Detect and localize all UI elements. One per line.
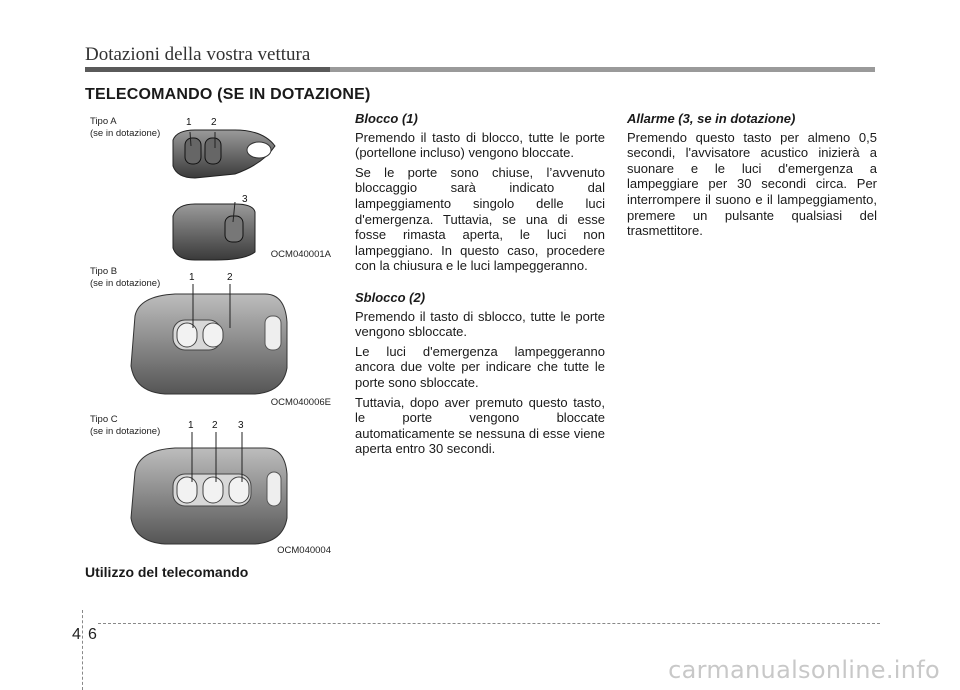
footer-line [98, 623, 880, 624]
sblocco-paragraph-2: Le luci d'emergenza lampeggeranno ancora due volte per indicare che tutte le porte sono sbloccate. [355, 343, 605, 390]
column-blocco-sblocco [355, 111, 605, 461]
fig-c-label-3: 3 [238, 420, 244, 431]
fig-a-tipo [90, 116, 160, 140]
footer-vertical-line [82, 610, 83, 690]
fig-c-note: (se in dotazione) [90, 426, 161, 437]
figure-tipo-c [85, 410, 333, 558]
fig-b-note: (se in dotazione) [90, 278, 161, 289]
page-chapter: 4 [72, 626, 81, 643]
section-title: TELECOMANDO (SE IN DOTAZIONE) [85, 86, 371, 103]
sblocco-heading: Sblocco (2) [355, 289, 426, 305]
unlock-button-c [203, 477, 223, 503]
fig-c-type: Tipo C [90, 414, 118, 425]
fig-c-code: OCM040004 [277, 545, 331, 556]
lock-button-a [185, 138, 201, 164]
unlock-button-a [205, 138, 221, 164]
fig-b-tipo [90, 266, 160, 290]
watermark: carmanualsonline.info [668, 656, 940, 684]
trunk-button-c [229, 477, 249, 503]
lock-button-b [177, 323, 197, 347]
blocco-heading: Blocco (1) [355, 111, 418, 126]
panic-button-a [225, 216, 243, 242]
fig-a-label-1: 1 [186, 117, 192, 128]
unlock-button-b [203, 323, 223, 347]
fig-c-tipo [90, 414, 160, 438]
fig-c-label-1: 1 [188, 420, 194, 431]
sblocco-paragraph-3: Tuttavia, dopo aver premuto questo tasto, le porte vengono bloccate automaticamente se nessuna di esse viene aperta entro 30 secondi. [355, 394, 605, 457]
fig-a-type: Tipo A [90, 116, 117, 127]
header-title: Dotazioni della vostra vettura [85, 44, 311, 65]
sblocco-paragraph-1: Premendo il tasto di sblocco, tutte le porte vengono sbloccate. [355, 308, 605, 340]
fig-a-note: (se in dotazione) [90, 128, 161, 139]
blocco-paragraph-2: Se le porte sono chiuse, l’avvenuto bloccaggio sarà indicato dal lampeggiamento singolo delle luci d'emergenza. Tuttavia, se una di esse fosse rimasta aperta, le luci non lampeggiano. In questo caso, procedere con la chiusura e le luci lampeggeranno. [355, 164, 605, 274]
figure-tipo-a [85, 112, 333, 263]
fig-b-label-1: 1 [189, 272, 195, 283]
fig-b-type: Tipo B [90, 266, 118, 277]
page-number: 6 [88, 626, 97, 643]
fig-b-code: OCM040006E [270, 397, 331, 408]
allarme-paragraph-1: Premendo questo tasto per almeno 0,5 secondi, l'avvisatore acustico inizierà a suonare e le luci d'emergenza a lampeggiare per 30 secondi circa. Per interrompere il suono e il lampeggiamento, premere un pulsante qualsiasi del trasmettitore. [627, 129, 877, 239]
figure-caption: Utilizzo del telecomando [85, 564, 249, 580]
lock-button-c [177, 477, 197, 503]
column-allarme [627, 111, 877, 243]
fig-c-label-2: 2 [212, 420, 218, 431]
fig-a-label-3: 3 [242, 194, 248, 205]
fig-a-code: OCM040001A [270, 249, 331, 260]
fig-b-label-2: 2 [227, 272, 233, 283]
figure-tipo-b [85, 262, 333, 411]
fig-a-label-2: 2 [211, 117, 217, 128]
blocco-paragraph-1: Premendo il tasto di blocco, tutte le porte (portellone incluso) vengono bloccate. [355, 129, 605, 161]
header-bar [85, 67, 875, 72]
allarme-heading: Allarme (3, se in dotazione) [627, 111, 796, 126]
